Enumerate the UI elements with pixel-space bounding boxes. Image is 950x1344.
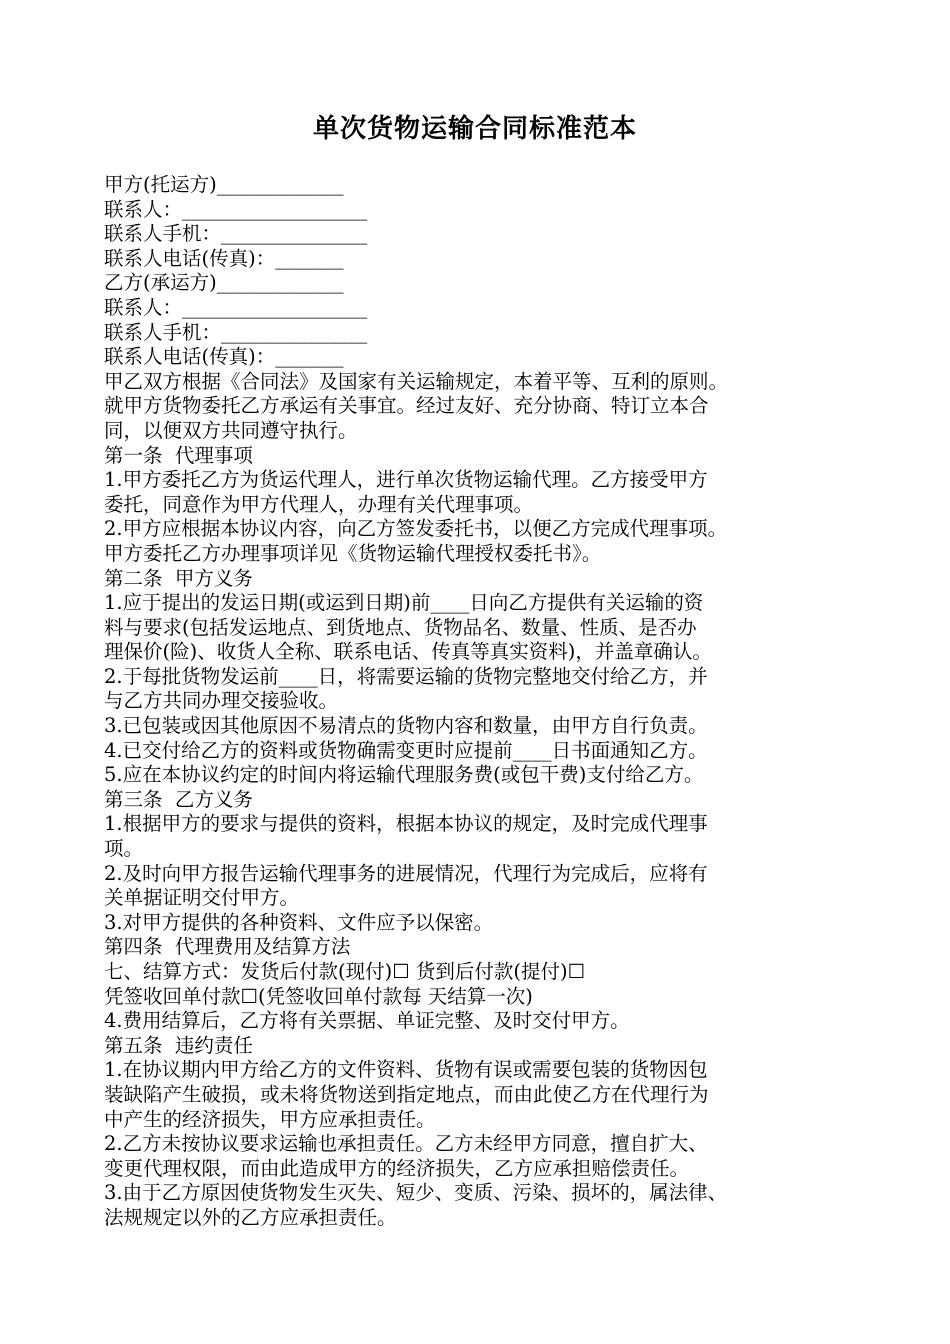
document-line: 甲方委托乙方办理事项详见《货物运输代理授权委托书》。: [104, 541, 602, 565]
document-line: 就甲方货物委托乙方承运有关事宜。经过友好、充分协商、特订立本合: [104, 394, 709, 418]
document-line: 1.应于提出的发运日期(或运到日期)前____日向乙方提供有关运输的资: [104, 591, 704, 615]
document-body: [104, 173, 884, 1231]
document-line: 4.已交付给乙方的资料或货物确需变更时应提前____日书面通知乙方。: [104, 738, 708, 762]
document-line: 1.在协议期内甲方给乙方的文件资料、货物有误或需要包装的货物因包: [104, 1058, 708, 1082]
document-line: 3.对甲方提供的各种资料、文件应予以保密。: [104, 910, 494, 934]
document-line: 3.已包装或因其他原因不易清点的货物内容和数量，由甲方自行负责。: [104, 714, 708, 738]
document-line: 2.乙方未按协议要求运输也承担责任。乙方未经甲方同意，擅自扩大、: [104, 1132, 708, 1156]
document-line: 联系人电话(传真)：_______: [104, 246, 344, 270]
document-line: 料与要求(包括发运地点、到货地点、货物品名、数量、性质、是否办: [104, 615, 697, 639]
document-line: 理保价(险)、收货人全称、联系电话、传真等真实资料)，并盖章确认。: [104, 640, 712, 664]
document-line: 第五条 违约责任: [104, 1033, 253, 1057]
document-line: 装缺陷产生破损，或未将货物送到指定地点，而由此使乙方在代理行为: [104, 1082, 709, 1106]
document-line: 同，以便双方共同遵守执行。: [104, 418, 358, 442]
document-line: 2.及时向甲方报告运输代理事务的进展情况，代理行为完成后，应将有: [104, 861, 708, 885]
document-line: 1.甲方委托乙方为货运代理人，进行单次货物运输代理。乙方接受甲方: [104, 468, 708, 492]
document-line: 七、结算方式：发货后付款(现付)☐ 货到后付款(提付)☐: [104, 960, 586, 983]
document-line: 第四条 代理费用及结算方法: [104, 935, 351, 959]
document-line: 第一条 代理事项: [104, 443, 253, 467]
document-line: 联系人手机：_______________: [104, 222, 368, 246]
document-line: 乙方(承运方)_____________: [104, 271, 344, 295]
document-line: 第三条 乙方义务: [104, 787, 253, 811]
document-line: 法规规定以外的乙方应承担责任。: [104, 1205, 397, 1229]
document-line: 委托，同意作为甲方代理人，办理有关代理事项。: [104, 492, 534, 516]
document-line: 2.甲方应根据本协议内容，向乙方签发委托书，以便乙方完成代理事项。: [104, 517, 728, 541]
document-line: 4.费用结算后，乙方将有关票据、单证完整、及时交付甲方。: [104, 1009, 630, 1033]
document-line: 甲方(托运方)_____________: [104, 173, 344, 196]
document-line: 第二条 甲方义务: [104, 566, 253, 590]
document-line: 项。: [104, 837, 144, 861]
document-line: 甲乙双方根据《合同法》及国家有关运输规定，本着平等、互利的原则。: [104, 369, 729, 393]
document-line: 联系人：___________________: [104, 197, 368, 221]
document-line: 关单据证明交付甲方。: [104, 886, 300, 910]
document-line: 凭签收回单付款☐(凭签收回单付款每 天结算一次): [104, 984, 533, 1008]
document-line: 与乙方共同办理交接验收。: [104, 689, 339, 713]
document-line: 联系人：___________________: [104, 295, 368, 319]
document-line: 1.根据甲方的要求与提供的资料，根据本协议的规定，及时完成代理事: [104, 812, 708, 836]
document-title: 单次货物运输合同标准范本: [312, 114, 637, 144]
document-line: 中产生的经济损失，甲方应承担责任。: [104, 1107, 436, 1131]
document-line: 变更代理权限，而由此造成甲方的经济损失，乙方应承担赔偿责任。: [104, 1156, 690, 1180]
document-line: 联系人电话(传真)：_______: [104, 345, 344, 369]
document-line: 3.由于乙方原因使货物发生灭失、短少、变质、污染、损坏的，属法律、: [104, 1181, 728, 1205]
document-line: 5.应在本协议约定的时间内将运输代理服务费(或包干费)支付给乙方。: [104, 763, 704, 787]
document-line: 联系人手机：_______________: [104, 320, 368, 344]
document-line: 2.于每批货物发运前____日，将需要运输的货物完整地交付给乙方，并: [104, 664, 708, 688]
